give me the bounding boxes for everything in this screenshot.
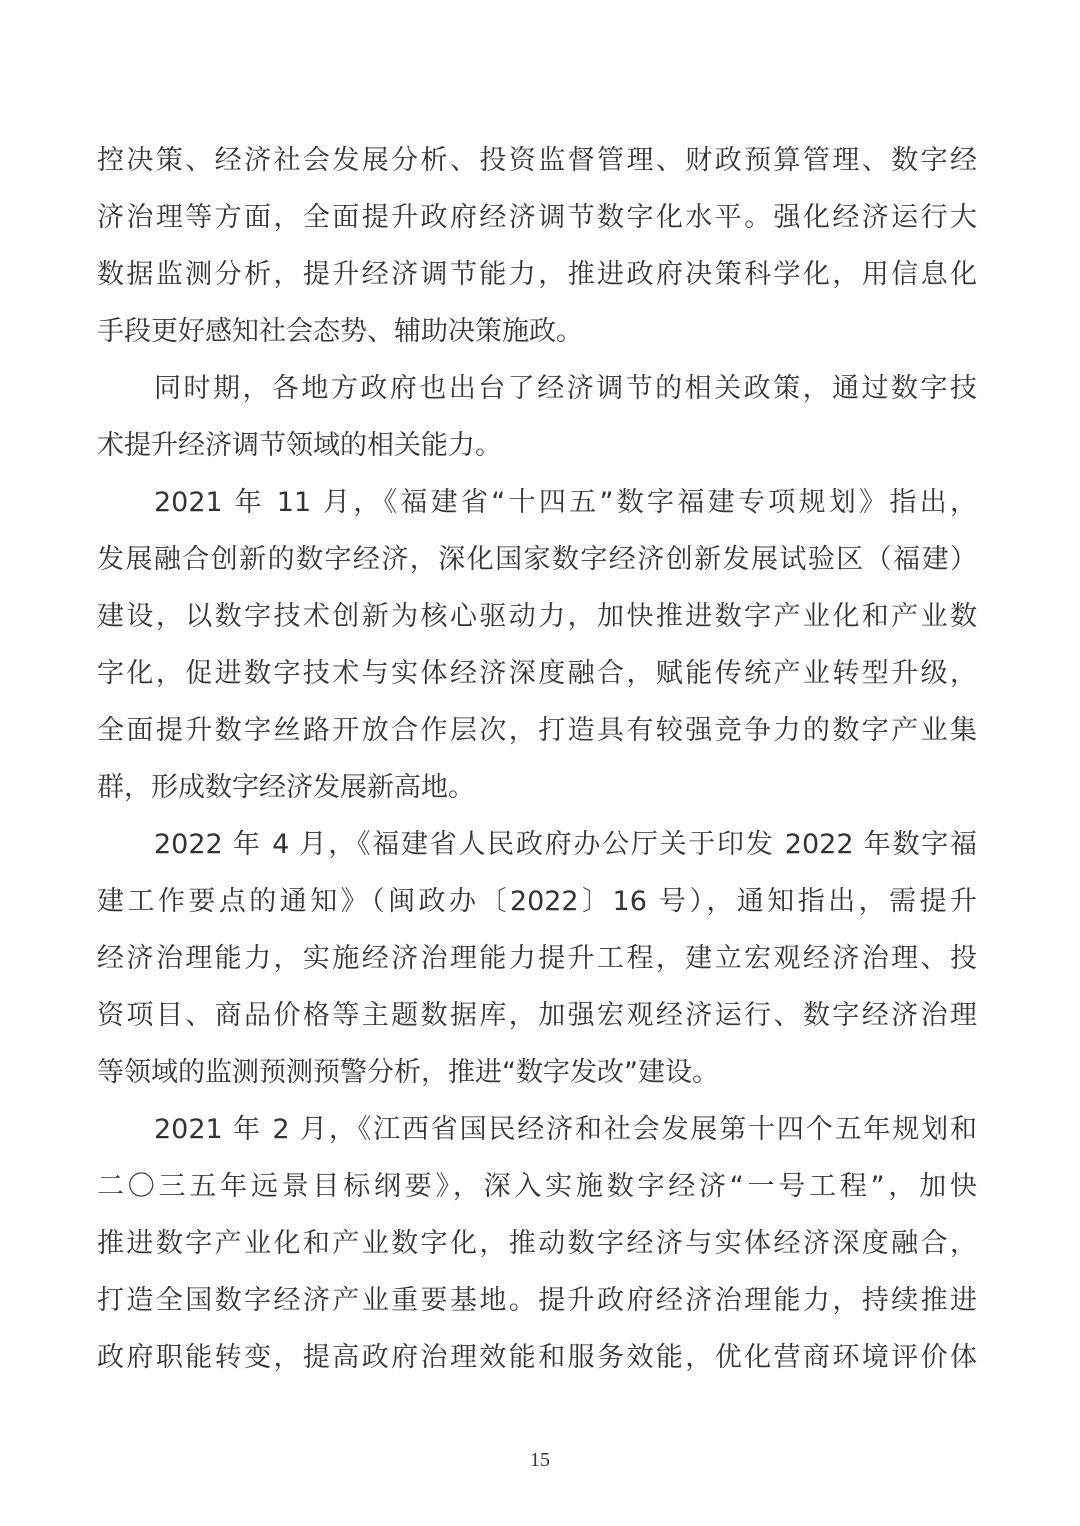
text-line: 2021 年 11 月，《福建省“十四五”数字福建专项规划》指出， [154, 487, 977, 518]
text-line: 二〇三五年远景目标纲要》，深入实施数字经济“一号工程”，加快 [97, 1171, 977, 1202]
text-line: 控决策、经济社会发展分析、投资监督管理、财政预算管理、数字经 [97, 145, 977, 176]
page-number: 15 [530, 1449, 550, 1471]
text-line: 等领域的监测预测预警分析，推进“数字发改”建设。 [97, 1057, 719, 1088]
body-text [97, 132, 977, 1386]
text-line: 推进数字产业化和产业数字化，推动数字经济与实体经济深度融合， [97, 1228, 977, 1259]
text-line: 全面提升数字丝路开放合作层次，打造具有较强竞争力的数字产业集 [97, 715, 977, 746]
text-line: 打造全国数字经济产业重要基地。提升政府经济治理能力，持续推进 [97, 1285, 977, 1316]
text-line: 手段更好感知社会态势、辅助决策施政。 [97, 316, 583, 347]
text-line: 济治理等方面，全面提升政府经济调节数字化水平。强化经济运行大 [97, 202, 977, 233]
text-line: 2021 年 2 月，《江西省国民经济和社会发展第十四个五年规划和 [154, 1114, 977, 1145]
text-line: 数据监测分析，提升经济调节能力，推进政府决策科学化，用信息化 [97, 259, 977, 290]
text-line: 资项目、商品价格等主题数据库，加强宏观经济运行、数字经济治理 [97, 1000, 977, 1031]
text-line: 2022 年 4 月，《福建省人民政府办公厅关于印发 2022 年数字福 [154, 829, 977, 860]
text-line: 同时期，各地方政府也出台了经济调节的相关政策，通过数字技 [154, 373, 977, 404]
text-line: 术提升经济调节领域的相关能力。 [97, 430, 502, 461]
text-line: 发展融合创新的数字经济，深化国家数字经济创新发展试验区（福建） [97, 544, 977, 575]
text-line: 群，形成数字经济发展新高地。 [97, 772, 475, 803]
text-line: 建设，以数字技术创新为核心驱动力，加快推进数字产业化和产业数 [97, 601, 977, 632]
text-line: 政府职能转变，提高政府治理效能和服务效能，优化营商环境评价体 [97, 1342, 977, 1373]
text-line: 经济治理能力，实施经济治理能力提升工程，建立宏观经济治理、投 [97, 943, 977, 974]
text-line: 建工作要点的通知》（闽政办〔2022〕16 号），通知指出，需提升 [97, 886, 977, 917]
text-line: 字化，促进数字技术与实体经济深度融合，赋能传统产业转型升级， [97, 658, 977, 689]
